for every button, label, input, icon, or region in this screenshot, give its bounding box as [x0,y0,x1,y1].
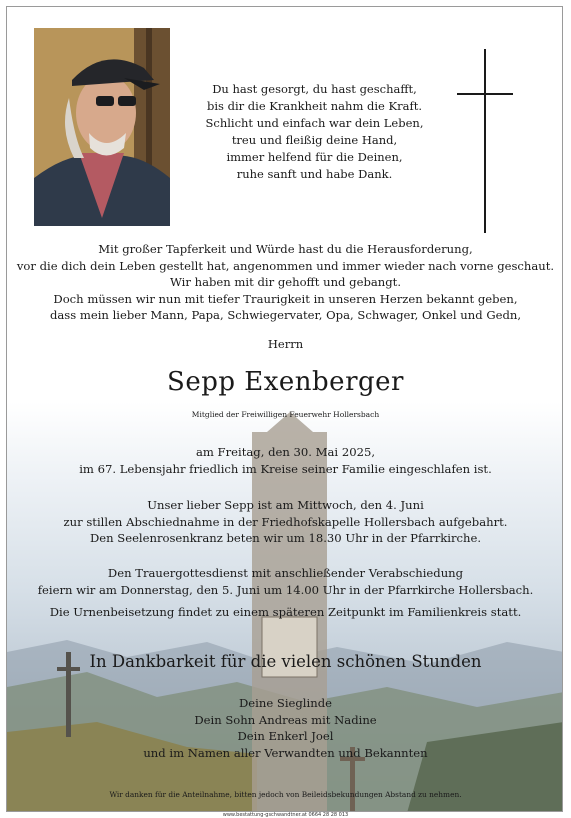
gratitude-heading: In Dankbarkeit für die vielen schönen Stunden [89,652,482,671]
poem-line: ruhe sanft und habe Dank. [236,167,393,181]
death-notice [7,444,563,477]
viewing-notice [7,497,563,547]
membership-note: Mitglied der Freiwilligen Feuerwehr Hollersbach [191,410,380,419]
poem [182,81,447,183]
deceased-name: Sepp Exenberger [167,367,404,397]
obituary-card [6,6,563,812]
intro-text [7,241,563,324]
intro-line: dass mein lieber Mann, Papa, Schwiegervater, Opa, Schwager, Onkel und Gedn, [49,308,522,322]
poem-line: Du hast gesorgt, du hast geschafft, [212,82,417,96]
portrait-photo [34,28,170,226]
intro-line: vor die dich dein Leben gestellt hat, angenommen und immer wieder nach vorne geschaut. [16,258,555,273]
family-line: und im Namen aller Verwandten und Bekannten [143,745,428,760]
service-line: feiern wir am Donnerstag, den 5. Juni um 14.00 Uhr in der Pfarrkirche Hollersbach. [37,582,534,597]
family-line: Deine Sieglinde [239,696,332,710]
viewing-line: Den Seelenrosenkranz beten wir um 18.30 Uhr in der Pfarrkirche. [89,531,482,545]
family-line: Dein Enkerl Joel [237,729,334,743]
poem-line: bis dir die Krankheit nahm die Kraft. [207,99,422,113]
intro-line: Doch müssen wir nun mit tiefer Traurigkeit in unseren Herzen bekannt geben, [53,291,518,306]
family-line: Dein Sohn Andreas mit Nadine [194,712,377,727]
urn-notice: Die Urnenbeisetzung findet zu einem späteren Zeitpunkt im Familienkreis statt. [49,605,522,619]
funeral-home-contact: www.bestattung-gschwandtner.at 0664 28 28 013 [222,812,349,818]
salutation: Herrn [267,337,304,351]
service-line: Den Trauergottesdienst mit anschließender Verabschiedung [107,566,464,580]
cross-icon [457,49,513,233]
poem-line: treu und fleißig deine Hand, [231,133,398,147]
viewing-line: Unser lieber Sepp ist am Mittwoch, den 4. Juni [147,498,424,512]
viewing-line: zur stillen Abschiednahme in der Friedhofskapelle Hollersbach aufgebahrt. [63,514,508,529]
poem-line: Schlicht und einfach war dein Leben, [205,116,424,130]
poem-line: immer helfend für die Deinen, [226,150,403,164]
death-line: im 67. Lebensjahr friedlich im Kreise seiner Familie eingeschlafen ist. [79,461,492,476]
intro-line: Mit großer Tapferkeit und Würde hast du die Herausforderung, [98,242,473,256]
death-line: am Freitag, den 30. Mai 2025, [195,445,376,459]
funeral-service-notice [7,565,563,598]
family-signatures [7,695,563,761]
footnote: Wir danken für die Anteilnahme, bitten jedoch von Beileidsbekundungen Abstand zu nehmen. [109,790,462,799]
intro-line: Wir haben mit dir gehofft und gebangt. [169,275,402,289]
